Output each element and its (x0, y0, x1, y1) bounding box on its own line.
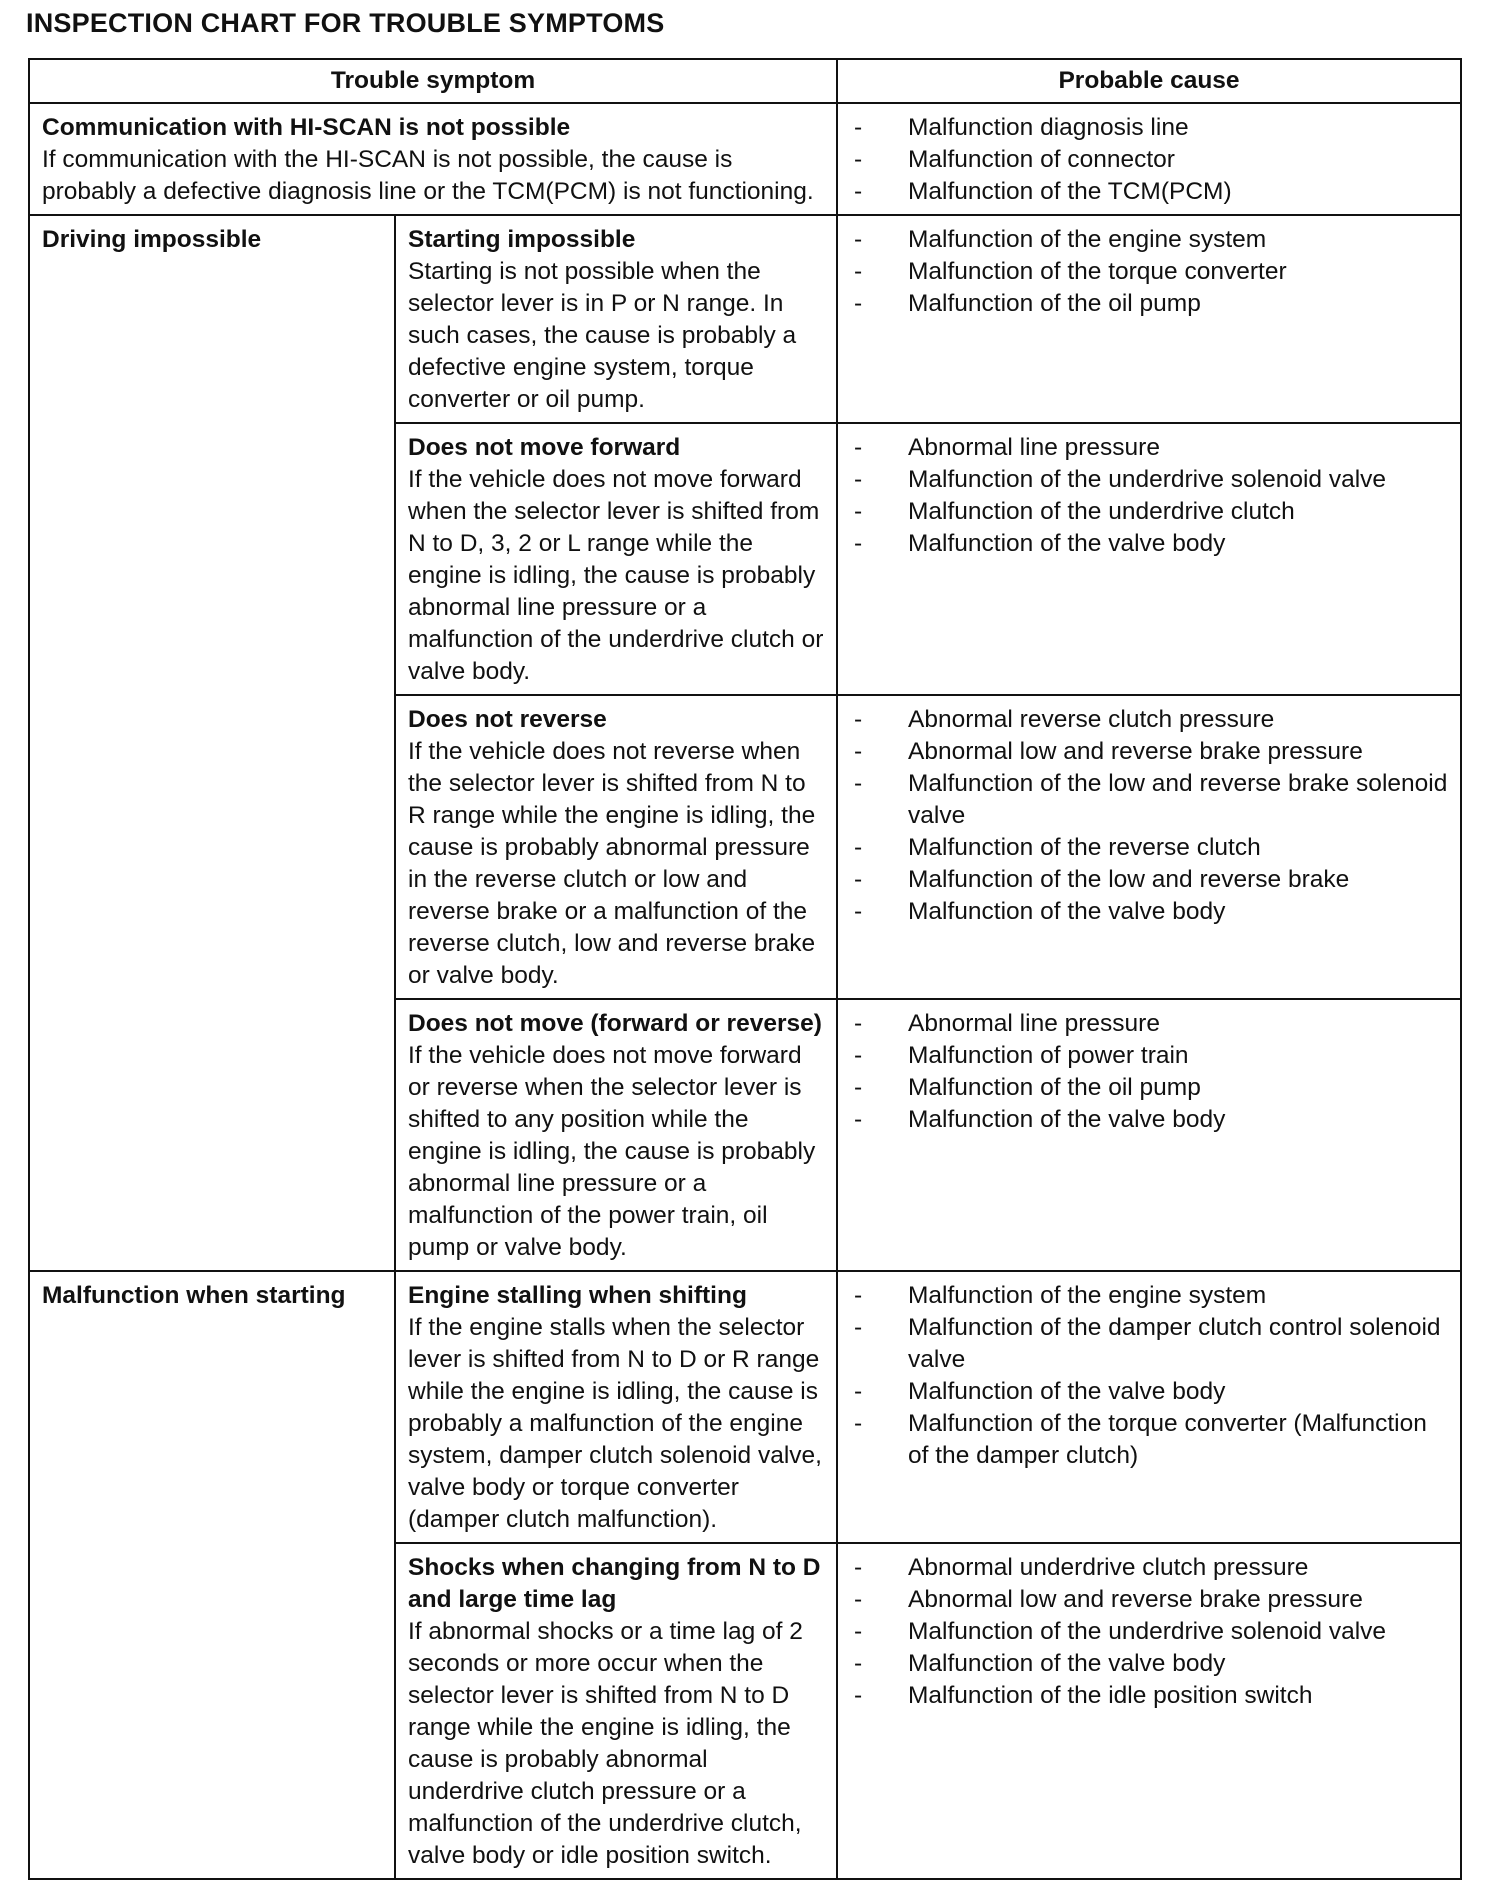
cause-cell (837, 1271, 1461, 1543)
cause-text: Malfunction of the valve body (908, 898, 1226, 925)
cause-text: Malfunction of the valve body (908, 1650, 1226, 1677)
symptom-title: Does not reverse (408, 706, 607, 733)
bullet-dash: - (854, 434, 863, 461)
symptom-cell (395, 1543, 837, 1879)
cause-item (846, 1408, 1452, 1472)
cause-text: Malfunction of the oil pump (908, 1074, 1201, 1101)
header-row (29, 59, 1461, 103)
cause-text: Malfunction of the underdrive clutch (908, 498, 1295, 525)
symptom-cell (395, 423, 837, 695)
bullet-dash: - (854, 146, 863, 173)
inspection-chart-table (28, 58, 1462, 1880)
cause-item (846, 832, 1452, 864)
bullet-dash: - (854, 114, 863, 141)
cause-item (846, 1040, 1452, 1072)
bullet-dash: - (854, 530, 863, 557)
bullet-dash: - (854, 1106, 863, 1133)
cause-text: Malfunction of the idle position switch (908, 1682, 1313, 1709)
cause-text: Malfunction diagnosis line (908, 114, 1189, 141)
cause-item (846, 768, 1452, 832)
cause-list (846, 1552, 1452, 1712)
bullet-dash: - (854, 1682, 863, 1709)
symptom-cell (29, 103, 837, 215)
cause-item (846, 1008, 1452, 1040)
cause-list (846, 224, 1452, 320)
cause-cell (837, 215, 1461, 423)
bullet-dash: - (854, 1314, 863, 1341)
cause-text: Malfunction of connector (908, 146, 1175, 173)
cause-item (846, 864, 1452, 896)
cause-item (846, 528, 1452, 560)
cause-text: Malfunction of the valve body (908, 1378, 1226, 1405)
cause-item (846, 1552, 1452, 1584)
cause-list (846, 1280, 1452, 1472)
bullet-dash: - (854, 1282, 863, 1309)
cause-item (846, 1312, 1452, 1376)
cause-text: Malfunction of the valve body (908, 1106, 1226, 1133)
cause-text: Malfunction of the torque converter (Malfunction of the damper clutch) (908, 1410, 1427, 1469)
bullet-dash: - (854, 770, 863, 797)
cause-text: Malfunction of power train (908, 1042, 1189, 1069)
cause-text: Abnormal reverse clutch pressure (908, 706, 1275, 733)
symptom-description: If the vehicle does not move forward when the selector lever is shifted from N to D, 3, 2 or L range while the engine is idling, the cause is probably abnormal line pressure or a malfunction of the underdrive clutch or valve body. (408, 466, 824, 685)
cause-item (846, 144, 1452, 176)
table-row-engine-stalling (29, 1271, 1461, 1543)
cause-item (846, 112, 1452, 144)
symptom-title: Does not move (forward or reverse) (408, 1010, 822, 1037)
bullet-dash: - (854, 738, 863, 765)
cause-text: Malfunction of the torque converter (908, 258, 1287, 285)
symptom-description: If the engine stalls when the selector lever is shifted from N to D or R range while the engine is idling, the cause is probably a malfunction of the engine system, damper clutch solenoid valve, valve body or torque converter (damper clutch malfunction). (408, 1314, 822, 1533)
symptom-description: If communication with the HI-SCAN is not possible, the cause is probably a defective diagnosis line or the TCM(PCM) is not functioning. (42, 146, 814, 205)
cause-text: Abnormal line pressure (908, 434, 1160, 461)
symptom-description: If the vehicle does not reverse when the selector lever is shifted from N to R range while the engine is idling, the cause is probably abnormal pressure in the reverse clutch or low and reverse brake or a malfunction of the reverse clutch, low and reverse brake or valve body. (408, 738, 816, 989)
cause-list (846, 704, 1452, 928)
table-row-starting-impossible (29, 215, 1461, 423)
cause-item (846, 1072, 1452, 1104)
cause-text: Malfunction of the TCM(PCM) (908, 178, 1232, 205)
bullet-dash: - (854, 1074, 863, 1101)
bullet-dash: - (854, 1554, 863, 1581)
cause-item (846, 256, 1452, 288)
cause-cell (837, 103, 1461, 215)
symptom-title: Starting impossible (408, 226, 636, 253)
cause-list (846, 1008, 1452, 1136)
symptom-description: If the vehicle does not move forward or reverse when the selector lever is shifted to any position while the engine is idling, the cause is probably abnormal line pressure or a malfunction of the power train, oil pump or valve body. (408, 1042, 816, 1261)
cause-text: Malfunction of the reverse clutch (908, 834, 1261, 861)
document-title: INSPECTION CHART FOR TROUBLE SYMPTOMS (26, 8, 665, 38)
cause-text: Abnormal low and reverse brake pressure (908, 1586, 1363, 1613)
bullet-dash: - (854, 1618, 863, 1645)
cause-text: Malfunction of the oil pump (908, 290, 1201, 317)
header-trouble-symptom: Trouble symptom (29, 59, 837, 103)
cause-item (846, 1648, 1452, 1680)
bullet-dash: - (854, 258, 863, 285)
cause-cell (837, 423, 1461, 695)
bullet-dash: - (854, 834, 863, 861)
cause-cell (837, 695, 1461, 999)
cause-item (846, 736, 1452, 768)
cause-text: Abnormal underdrive clutch pressure (908, 1554, 1309, 1581)
symptom-description: If abnormal shocks or a time lag of 2 seconds or more occur when the selector lever is shifted from N to D range while the engine is idling, the cause is probably abnormal underdrive clutch pressure or a malfunction of the underdrive clutch, valve body or idle position switch. (408, 1618, 803, 1869)
bullet-dash: - (854, 706, 863, 733)
bullet-dash: - (854, 290, 863, 317)
cause-text: Abnormal line pressure (908, 1010, 1160, 1037)
cause-item (846, 224, 1452, 256)
bullet-dash: - (854, 898, 863, 925)
bullet-dash: - (854, 226, 863, 253)
cause-text: Malfunction of the underdrive solenoid valve (908, 1618, 1387, 1645)
cause-item (846, 896, 1452, 928)
cause-text: Malfunction of the low and reverse brake solenoid valve (908, 770, 1448, 829)
cause-cell (837, 1543, 1461, 1879)
symptom-cell (395, 999, 837, 1271)
cause-list (846, 112, 1452, 208)
bullet-dash: - (854, 466, 863, 493)
cause-text: Abnormal low and reverse brake pressure (908, 738, 1363, 765)
cause-item (846, 288, 1452, 320)
cause-text: Malfunction of the engine system (908, 226, 1267, 253)
bullet-dash: - (854, 1410, 863, 1437)
cause-item (846, 1280, 1452, 1312)
cause-cell (837, 999, 1461, 1271)
bullet-dash: - (854, 1378, 863, 1405)
bullet-dash: - (854, 866, 863, 893)
cause-item (846, 1584, 1452, 1616)
cause-item (846, 176, 1452, 208)
bullet-dash: - (854, 1650, 863, 1677)
cause-text: Malfunction of the valve body (908, 530, 1226, 557)
header-probable-cause: Probable cause (837, 59, 1461, 103)
cause-item (846, 704, 1452, 736)
symptom-title: Communication with HI-SCAN is not possible (42, 114, 571, 141)
symptom-cell (395, 695, 837, 999)
symptom-title: Shocks when changing from N to D and large time lag (408, 1554, 821, 1613)
symptom-description: Starting is not possible when the selector lever is in P or N range. In such cases, the cause is probably a defective engine system, torque converter or oil pump. (408, 258, 797, 413)
symptom-title: Engine stalling when shifting (408, 1282, 747, 1309)
bullet-dash: - (854, 1586, 863, 1613)
cause-item (846, 1376, 1452, 1408)
cause-item (846, 1616, 1452, 1648)
cause-text: Malfunction of the damper clutch control solenoid valve (908, 1314, 1441, 1373)
cause-item (846, 1680, 1452, 1712)
cause-item (846, 432, 1452, 464)
cause-item (846, 464, 1452, 496)
table-row-communication (29, 103, 1461, 215)
bullet-dash: - (854, 1010, 863, 1037)
bullet-dash: - (854, 178, 863, 205)
cause-item (846, 496, 1452, 528)
cause-text: Malfunction of the low and reverse brake (908, 866, 1350, 893)
group-malfunction-when-starting: Malfunction when starting (29, 1271, 395, 1879)
group-driving-impossible: Driving impossible (29, 215, 395, 1271)
cause-list (846, 432, 1452, 560)
bullet-dash: - (854, 1042, 863, 1069)
cause-text: Malfunction of the engine system (908, 1282, 1267, 1309)
cause-item (846, 1104, 1452, 1136)
cause-text: Malfunction of the underdrive solenoid valve (908, 466, 1387, 493)
symptom-title: Does not move forward (408, 434, 681, 461)
symptom-cell (395, 215, 837, 423)
bullet-dash: - (854, 498, 863, 525)
symptom-cell (395, 1271, 837, 1543)
